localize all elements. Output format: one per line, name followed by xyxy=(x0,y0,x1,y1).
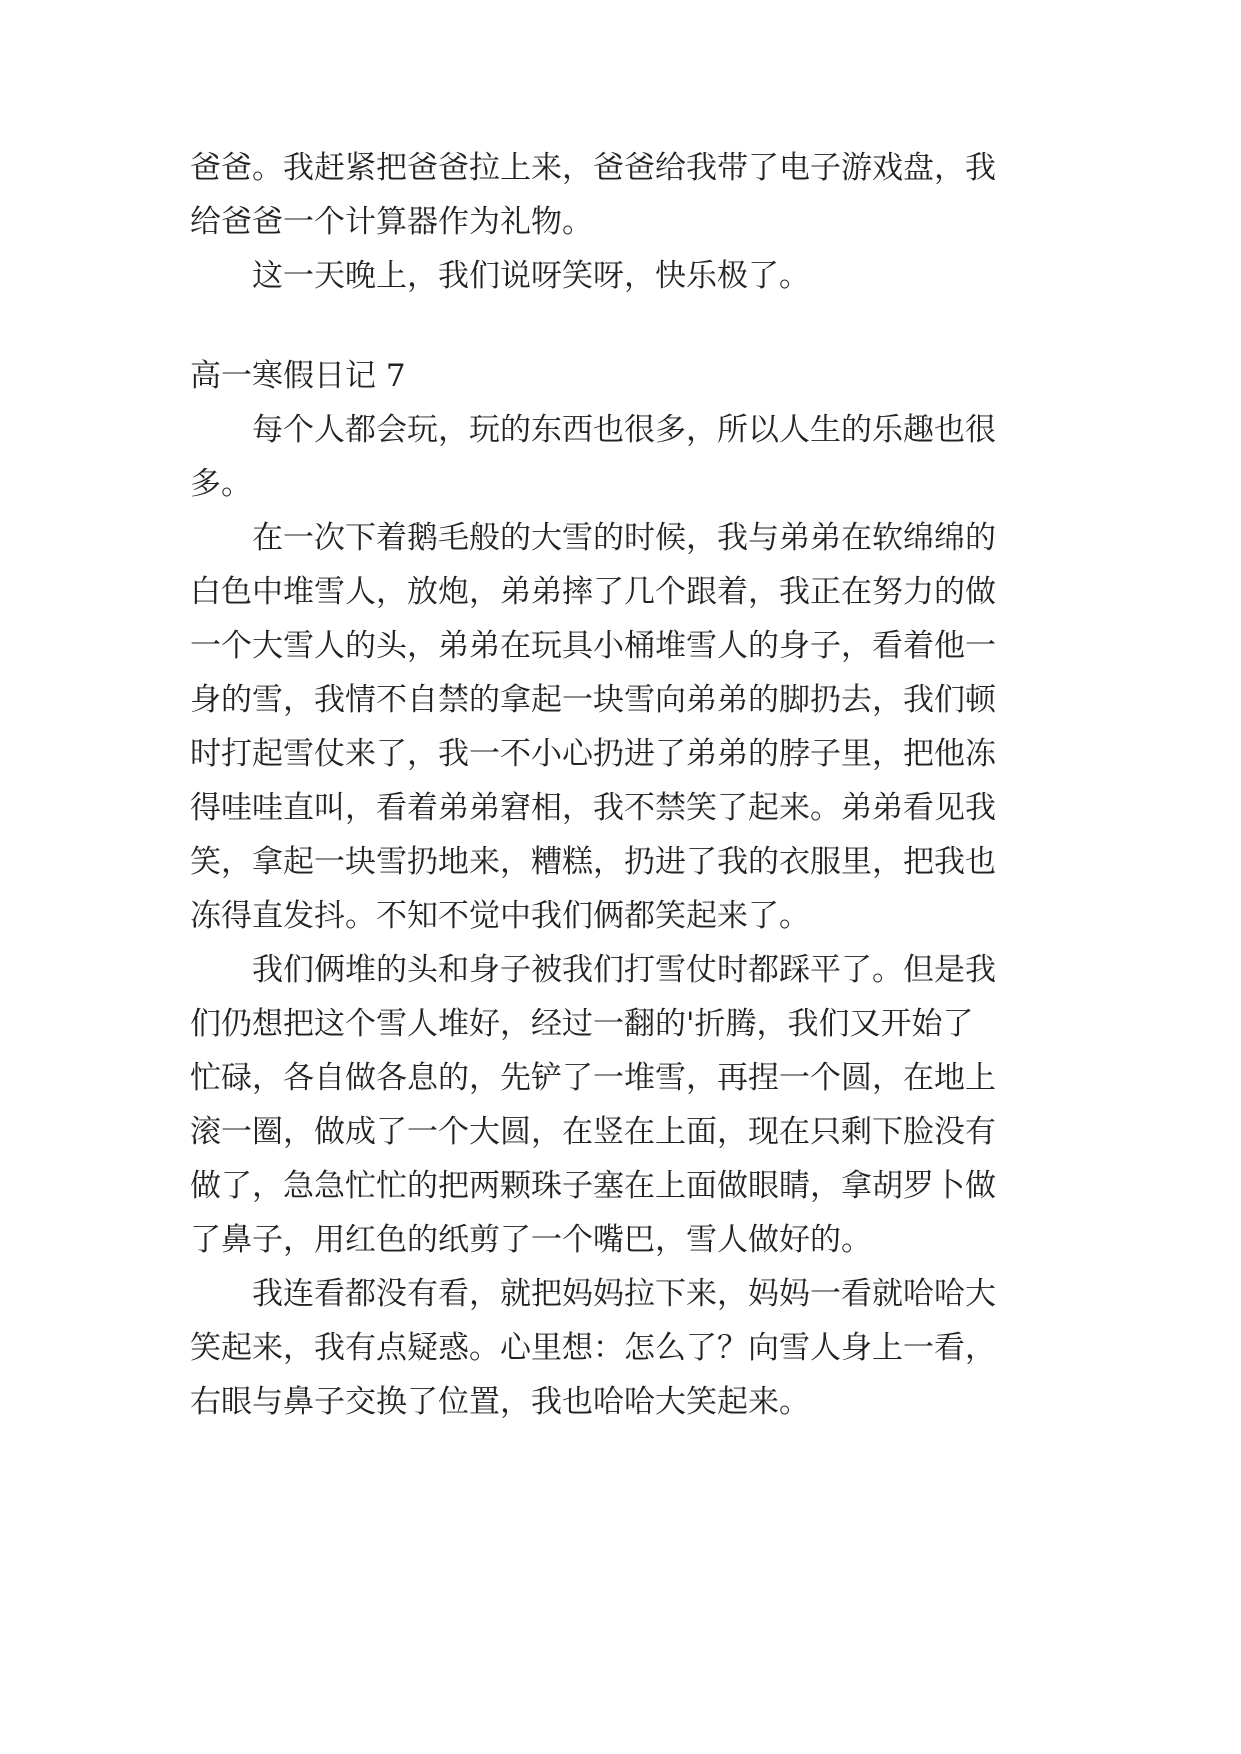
text-line: 滚一圈，做成了一个大圆，在竖在上面，现在只剩下脸没有 xyxy=(190,1114,996,1150)
text-line: 笑，拿起一块雪扔地来，糟糕，扔进了我的衣服里，把我也 xyxy=(190,844,996,880)
section-title: 高一寒假日记 7 xyxy=(190,358,406,394)
text-line: 时打起雪仗来了，我一不小心扔进了弟弟的脖子里，把他冻 xyxy=(190,736,996,772)
text-line: 们仍想把这个雪人堆好，经过一翻的'折腾，我们又开始了 xyxy=(190,1006,974,1042)
text-line: 这一天晚上，我们说呀笑呀，快乐极了。 xyxy=(252,258,810,294)
text-line: 在一次下着鹅毛般的大雪的时候，我与弟弟在软绵绵的 xyxy=(252,520,996,556)
text-line: 给爸爸一个计算器作为礼物。 xyxy=(190,204,593,240)
text-line: 爸爸。我赶紧把爸爸拉上来，爸爸给我带了电子游戏盘，我 xyxy=(190,150,996,186)
text-line: 一个大雪人的头，弟弟在玩具小桶堆雪人的身子，看着他一 xyxy=(190,628,996,664)
text-line: 身的雪，我情不自禁的拿起一块雪向弟弟的脚扔去，我们顿 xyxy=(190,682,996,718)
text-line: 我们俩堆的头和身子被我们打雪仗时都踩平了。但是我 xyxy=(252,952,996,988)
text-line: 白色中堆雪人，放炮，弟弟摔了几个跟着，我正在努力的做 xyxy=(190,574,996,610)
text-line: 每个人都会玩，玩的东西也很多，所以人生的乐趣也很 xyxy=(252,412,996,448)
text-line: 得哇哇直叫，看着弟弟窘相，我不禁笑了起来。弟弟看见我 xyxy=(190,790,996,826)
text-line: 右眼与鼻子交换了位置，我也哈哈大笑起来。 xyxy=(190,1384,810,1420)
text-line: 忙碌，各自做各息的，先铲了一堆雪，再捏一个圆，在地上 xyxy=(190,1060,996,1096)
text-line: 冻得直发抖。不知不觉中我们俩都笑起来了。 xyxy=(190,898,810,934)
text-line: 我连看都没有看，就把妈妈拉下来，妈妈一看就哈哈大 xyxy=(252,1276,996,1312)
text-line: 笑起来，我有点疑惑。心里想：怎么了？向雪人身上一看， xyxy=(190,1330,996,1366)
text-line: 做了，急急忙忙的把两颗珠子塞在上面做眼睛，拿胡罗卜做 xyxy=(190,1168,996,1204)
text-line: 了鼻子，用红色的纸剪了一个嘴巴，雪人做好的。 xyxy=(190,1222,872,1258)
text-line: 多。 xyxy=(190,466,252,502)
